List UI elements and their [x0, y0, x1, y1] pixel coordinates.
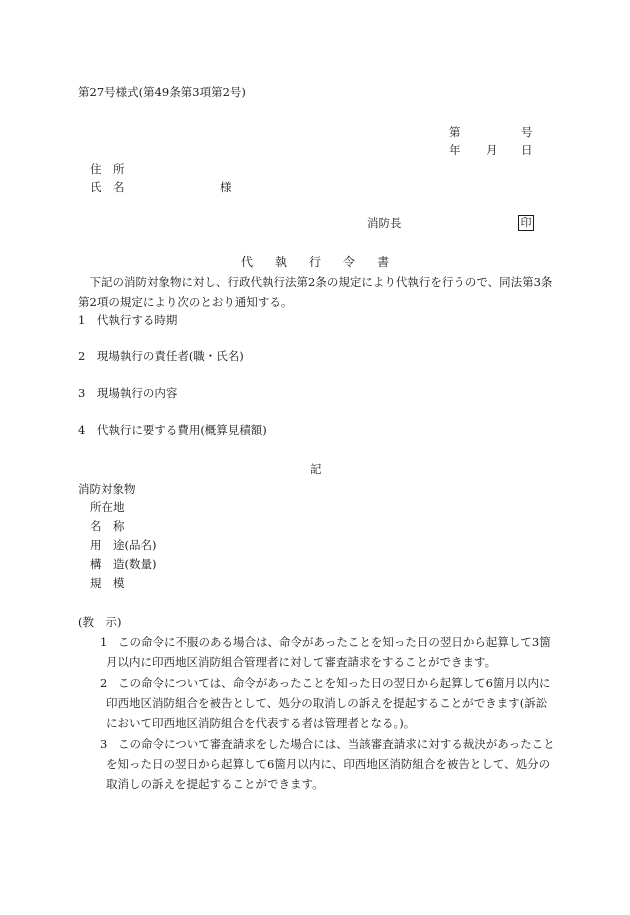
- notice-item-2-number: 2: [100, 676, 108, 690]
- number-suffix: 号: [521, 125, 533, 139]
- target-field-use: 用 途(品名): [90, 538, 157, 552]
- number-prefix: 第: [449, 125, 461, 139]
- title-char: 令: [343, 255, 356, 269]
- target-field-name: 名 称: [90, 519, 125, 533]
- title-char: 代: [241, 255, 254, 269]
- item-4: 4 代執行に要する費用(概算見積額): [78, 423, 267, 437]
- notice-item-2-text: この命令については、命令があったことを知った日の翌日から起算して6箇月以内に印西地区消防組合を被告として、処分の取消しの訴えを提起することができます(訴訟において印西地区消防組合を代表する者は管理者となる。)。: [106, 676, 551, 730]
- title-char: 書: [377, 255, 390, 269]
- target-heading: 消防対象物: [78, 482, 136, 496]
- target-field-scale: 規 模: [90, 576, 125, 590]
- target-field-location: 所在地: [90, 500, 125, 514]
- intro-paragraph: 下記の消防対象物に対し、行政代執行法第2条の規定により代執行を行うので、同法第3条第2項の規定により次のとおり通知する。: [78, 275, 553, 309]
- item-2: 2 現場執行の責任者(職・氏名): [78, 349, 244, 363]
- date-year: 年: [449, 143, 461, 157]
- address-label: 住 所: [90, 162, 125, 176]
- item-3: 3 現場執行の内容: [78, 386, 178, 400]
- date-month: 月: [486, 143, 498, 157]
- notice-heading: (教 示): [78, 615, 122, 629]
- notice-item-1-number: 1: [100, 635, 108, 649]
- notice-item-3-text: この命令について審査請求をした場合には、当該審査請求に対する裁決があったことを知った日の翌日から起算して6箇月以内に、印西地区消防組合を被告として、処分の取消しの訴えを提起することができます。: [106, 737, 555, 791]
- notice-item-1-text: この命令に不服のある場合は、命令があったことを知った日の翌日から起算して3箇月以内に印西地区消防組合管理者に対して審査請求をすることができます。: [106, 635, 551, 669]
- item-1: 1 代執行する時期: [78, 313, 178, 327]
- title-char: 行: [309, 255, 322, 269]
- target-field-structure: 構 造(数量): [90, 557, 157, 571]
- form-label: 第27号様式(第49条第3項第2号): [78, 85, 246, 99]
- ki-heading: 記: [310, 462, 322, 476]
- seal-mark: 印: [518, 215, 534, 231]
- issuer-title: 消防長: [367, 216, 402, 230]
- name-label: 氏 名: [90, 180, 125, 194]
- honorific: 様: [220, 180, 232, 194]
- document-title: [241, 254, 389, 270]
- date-day: 日: [521, 143, 533, 157]
- notice-item-3-number: 3: [100, 737, 108, 751]
- title-char: 執: [275, 255, 288, 269]
